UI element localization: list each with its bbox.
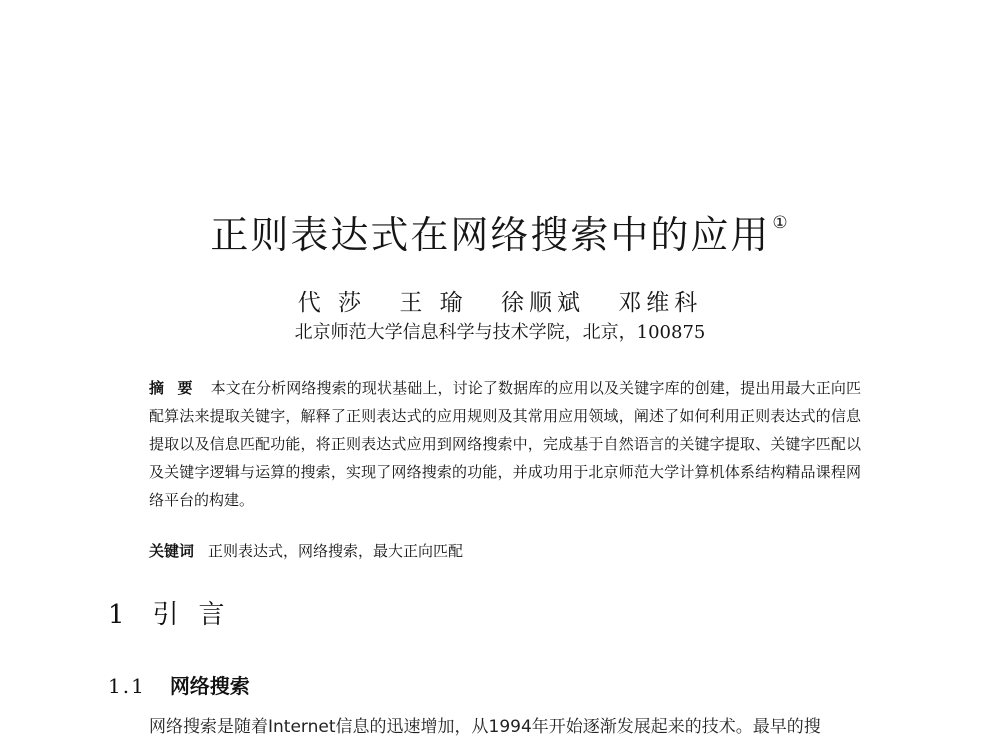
affiliation: 北京师范大学信息科学与技术学院，北京，100875: [294, 322, 706, 343]
paper-title-text: 正则表达式在网络搜索中的应用: [210, 213, 771, 257]
subsection-heading-1-1: [108, 670, 250, 699]
author-list: [0, 284, 1000, 317]
keywords-text: 正则表达式，网络搜索，最大正向匹配: [208, 542, 464, 560]
abstract-text: 本文在分析网络搜索的现状基础上，讨论了数据库的应用以及关键字库的创建，提出用最大正向匹配算法来提取关键字，解释了正则表达式的应用规则及其常用应用领域，阐述了如何利用正则表达式的信息提取以及信息匹配功能，将正则表达式应用到网络搜索中，完成基于自然语言的关键字提取、关键字匹配以及关键字逻辑与运算的搜索，实现了网络搜索的功能，并成功用于北京师范大学计算机体系结构精品课程网络平台的构建。: [149, 379, 861, 509]
paper-title: [0, 204, 1000, 259]
abstract: [149, 374, 861, 514]
subsection-number: 1.1: [108, 674, 146, 698]
title-footnote-mark: ①: [772, 213, 790, 233]
author-name: 邓维科: [618, 290, 703, 316]
author-name: 王 瑜: [399, 290, 468, 316]
abstract-label: 摘 要: [149, 379, 197, 397]
section-number: 1: [108, 600, 125, 630]
keywords: [149, 540, 463, 561]
subsection-title: 网络搜索: [169, 674, 250, 698]
author-name: 徐顺斌: [500, 290, 585, 316]
author-name: 代 莎: [297, 290, 367, 316]
body-text-partial: 网络搜索是随着Internet信息的迅速增加，从1994年开始逐渐发展起来的技术。最早的搜: [149, 717, 821, 737]
keywords-label: 关键词: [149, 542, 195, 560]
section-heading-1: [108, 594, 245, 631]
section-title: 引言: [152, 600, 245, 630]
